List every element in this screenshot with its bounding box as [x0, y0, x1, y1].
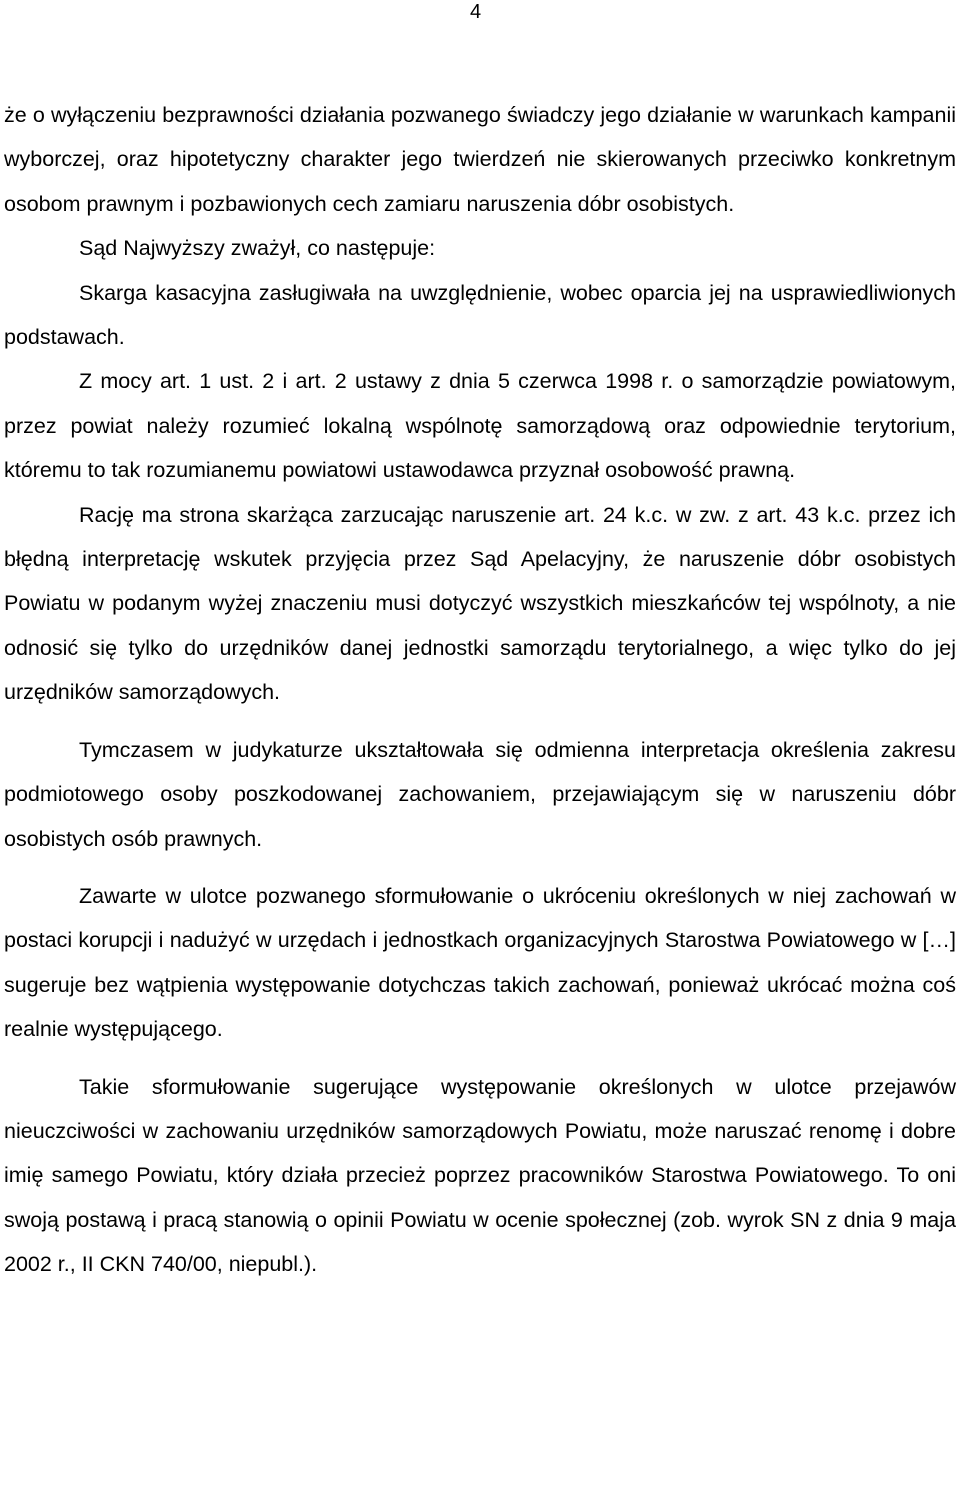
document-body — [4, 93, 956, 1287]
paragraph-cassation-upheld: Skarga kasacyjna zasługiwała na uwzględnienie, wobec oparcia jej na usprawiedliwionych podstawach. — [4, 280, 956, 350]
paragraph-county-definition: Z mocy art. 1 ust. 2 i art. 2 ustawy z dnia 5 czerwca 1998 r. o samorządzie powiatowym, przez powiat należy rozumieć lokalną wspólnotę samorządową oraz odpowiednie terytorium, któremu to tak rozumianemu powiatowi ustawodawca przyznał osobowość prawną. — [4, 369, 956, 483]
paragraph-defendant-argument: że o wyłączeniu bezprawności działania pozwanego świadczy jego działanie w warunkach kampanii wyborczej, oraz hipotetyczny charakter jego twierdzeń nie skierowanych przeciwko konkretnym osobom prawnym i pozbawionych cech zamiaru naruszenia dóbr osobistych. — [4, 103, 956, 216]
paragraph-court-considered: Sąd Najwyższy zważył, co następuje: — [79, 236, 436, 261]
page-number: 4 — [470, 1, 482, 23]
paragraph-reputation: Takie sformułowanie sugerujące występowanie określonych w ulotce przejawów nieuczciwości w zachowaniu urzędników samorządowych Powiatu, może naruszać renomę i dobre imię samego Powiatu, który działa przecież poprzez pracowników Starostwa Powiatowego. To oni swoją postawą i pracą stanowią o opinii Powiatu w ocenie społecznej (zob. wyrok SN z dnia 9 maja 2002 r., II CKN 740/00, niepubl.). — [4, 1074, 956, 1277]
paragraph-leaflet-wording: Zawarte w ulotce pozwanego sformułowanie o ukróceniu określonych w niej zachowań w postaci korupcji i nadużyć w urzędach i jednostkach organizacyjnych Starostwa Powiatowego w […] sugeruje bez wątpienia występowanie dotychczas takich zachowań, ponieważ ukrócać można coś realnie występującego. — [4, 883, 956, 1042]
paragraph-jurisprudence: Tymczasem w judykaturze ukształtowała się odmienna interpretacja określenia zakresu podmiotowego osoby poszkodowanej zachowaniem, przejawiającym się w naruszeniu dóbr osobistych osób prawnych. — [4, 737, 956, 851]
paragraph-claimant-right: Rację ma strona skarżąca zarzucając naruszenie art. 24 k.c. w zw. z art. 43 k.c. przez ich błędną interpretację wskutek przyjęcia przez Sąd Apelacyjny, że naruszenie dóbr osobistych Powiatu w podanym wyżej znaczeniu musi dotyczyć wszystkich mieszkańców tej wspólnoty, a nie odnosić się tylko do urzędników danej jednostki samorządu terytorialnego, a więc tylko do jej urzędników samorządowych. — [4, 502, 956, 705]
